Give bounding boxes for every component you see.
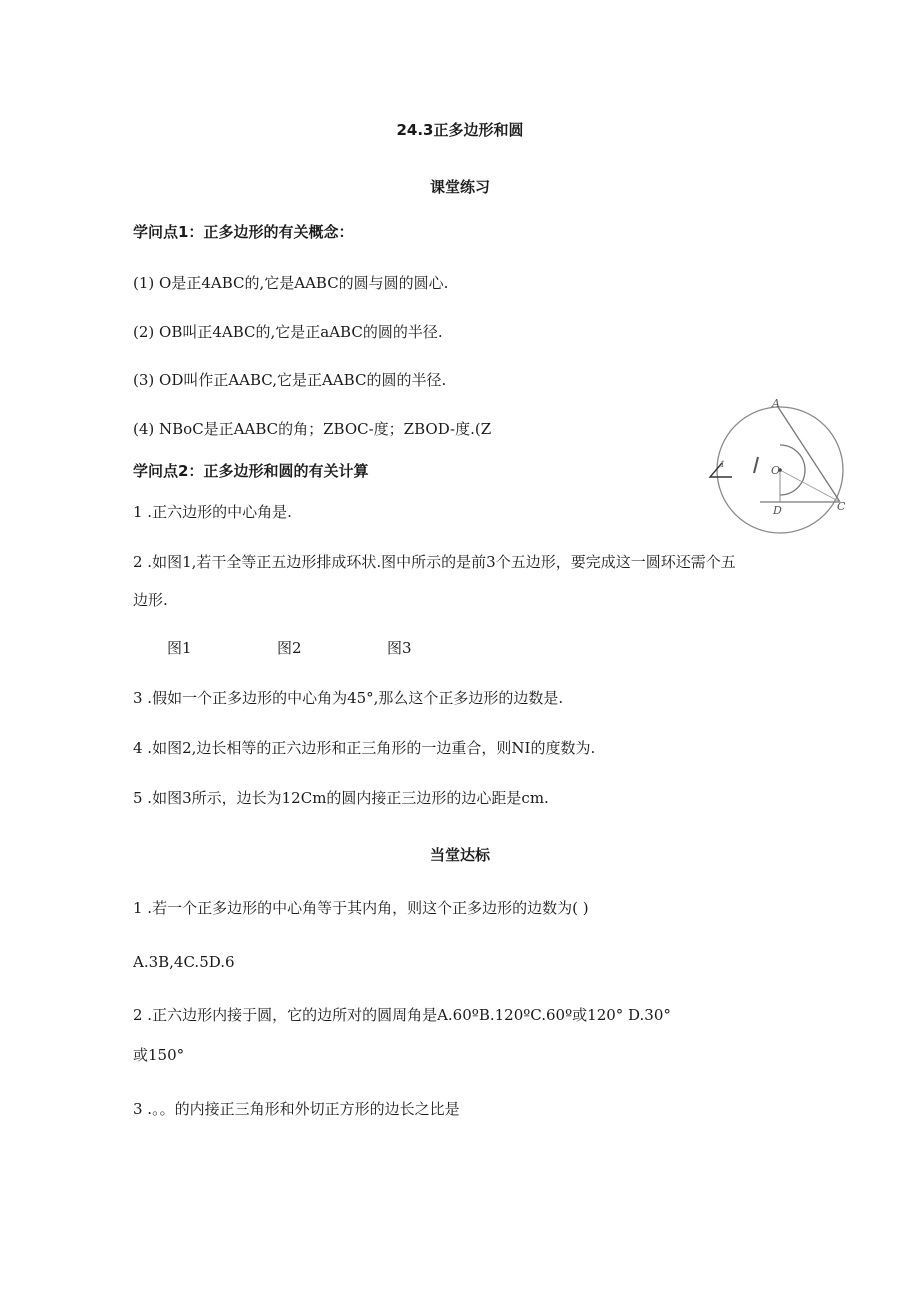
knowledge-point-2-heading: 学问点2：正多边形和圆的有关计算 — [133, 462, 369, 480]
geometry-figure — [700, 395, 850, 540]
knowledge-point-1-heading: 学问点1：正多边形的有关概念： — [133, 223, 354, 241]
practice-question-3: 3 .假如一个正多边形的中心角为45°,那么这个正多边形的边数是. — [133, 689, 564, 707]
concept-item-4: (4) NBoC是正AABC的角；ZBOC-度；ZBOD-度.(Z — [133, 420, 492, 438]
angle-mark-1 — [754, 457, 758, 473]
practice-question-4: 4 .如图2,边长相等的正六边形和正三角形的一边重合，则NI的度数为. — [133, 739, 596, 757]
assessment-question-3: 3 .。。的内接正三角形和外切正方形的边长之比是 — [133, 1100, 460, 1118]
section-heading-practice: 课堂练习 — [429, 178, 490, 196]
page-title: 24.3正多边形和圆 — [396, 121, 524, 139]
assessment-question-1-options: A.3B,4C.5D.6 — [133, 953, 235, 971]
assessment-question-1: 1 .若一个正多边形的中心角等于其内角，则这个正多边形的边数为( ) — [133, 899, 589, 917]
assessment-question-2-cont: 或150° — [133, 1046, 185, 1064]
inscribed-arc — [780, 445, 805, 495]
practice-question-5: 5 .如图3所示，边长为12Cm的圆内接正三边形的边心距是cm. — [133, 789, 549, 807]
practice-question-1: 1 .正六边形的中心角是. — [133, 503, 292, 521]
figure-label-3: 图3 — [387, 639, 412, 657]
concept-item-1: (1) O是正4ABC的,它是AABC的圆与圆的圆心. — [133, 274, 449, 292]
label-angle-1: 1 — [720, 460, 726, 469]
label-c: C — [837, 500, 846, 513]
figure-label-1: 图1 — [167, 639, 192, 657]
concept-item-2: (2) OB叫正4ABC的,它是正aABC的圆的半径. — [133, 323, 443, 341]
section-heading-assessment: 当堂达标 — [429, 846, 490, 864]
concept-item-3: (3) OD叫作正AABC,它是正AABC的圆的半径. — [133, 371, 447, 389]
practice-question-2-cont: 边形. — [133, 591, 168, 609]
label-d: D — [773, 504, 782, 517]
label-a: A — [772, 397, 780, 410]
triangle-side-ac — [778, 407, 840, 502]
figure-label-2: 图2 — [277, 639, 302, 657]
label-o: O — [771, 464, 781, 477]
practice-question-2: 2 .如图1,若干全等正五边形排成环状.图中所示的是前3个五边形，要完成这一圆环还需个五 — [133, 553, 736, 571]
radius-oc — [780, 470, 840, 502]
assessment-question-2: 2 .正六边形内接于圆，它的边所对的圆周角是A.60ºB.120ºC.60º或120° D.30° — [133, 1006, 671, 1024]
